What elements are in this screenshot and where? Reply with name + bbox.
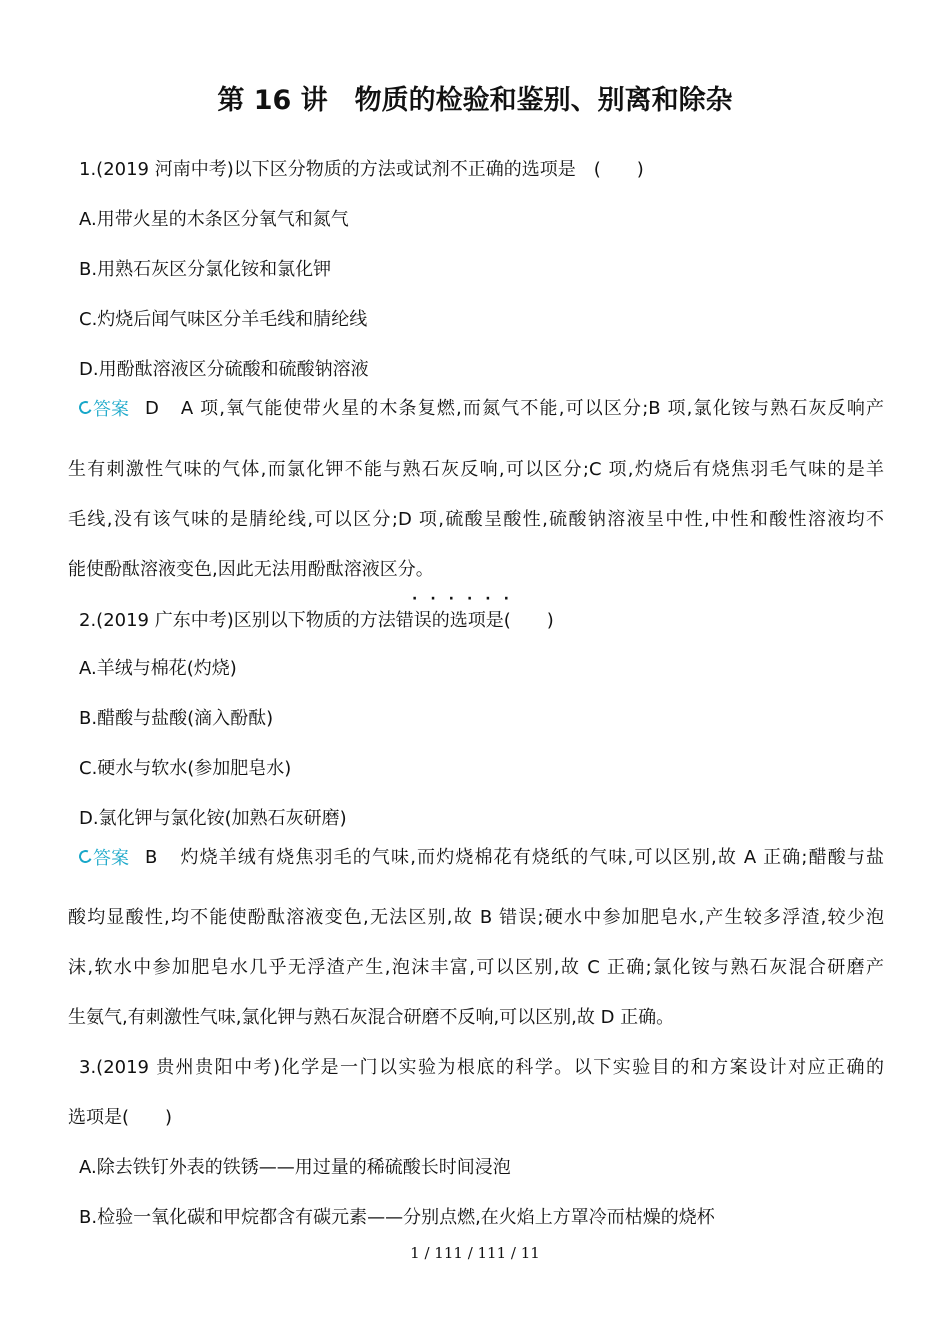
explanation-line: A 项,氧气能使带火星的木条复燃,而氮气不能,可以区分;B 项,氯化铵与熟石灰反响产 [180, 398, 884, 419]
question-3-stem-cont: 选项是( ) [68, 1107, 173, 1128]
explanation-line: 沫,软水中参加肥皂水几乎无浮渣产生,泡沫丰富,可以区别,故 C 正确;氯化铵与熟石灰混合研磨产 [68, 957, 884, 978]
question-2-answer [79, 843, 884, 870]
question-1-answer [79, 394, 884, 421]
question-2-option-c: C.硬水与软水(参加肥皂水) [79, 758, 292, 779]
question-2-option-d: D.氯化钾与氯化铵(加熟石灰研磨) [79, 808, 347, 829]
page-title: 第 16 讲 物质的检验和鉴别、别离和除杂 [217, 85, 733, 116]
answer-icon [77, 399, 94, 416]
explanation-line: 毛线,没有该气味的是腈纶线,可以区分;D 项,硫酸呈酸性,硫酸钠溶液呈中性,中性和酸性溶液均不 [68, 509, 884, 530]
answer-badge: 答案 [79, 395, 129, 421]
question-3-option-a: A.除去铁钉外表的铁锈——用过量的稀硫酸长时间浸泡 [79, 1157, 511, 1178]
question-1-option-c: C.灼烧后闻气味区分羊毛线和腈纶线 [79, 309, 368, 330]
question-2-option-a: A.羊绒与棉花(灼烧) [79, 658, 237, 679]
explanation-line: 能使酚酞溶液变色,因此无法用酚酞溶液区分。 [68, 559, 434, 580]
answer-icon [77, 848, 94, 865]
question-2-option-b: B.醋酸与盐酸(滴入酚酞) [79, 708, 274, 729]
question-1-option-a: A.用带火星的木条区分氧气和氮气 [79, 209, 349, 230]
explanation-line: 酸均显酸性,均不能使酚酞溶液变色,无法区别,故 B 错误;硬水中参加肥皂水,产生较多浮渣,较少泡 [68, 907, 884, 928]
explanation-line: 生氨气,有刺激性气味,氯化钾与熟石灰混合研磨不反响,可以区别,故 D 正确。 [68, 1007, 675, 1028]
question-3-stem: 3.(2019 贵州贵阳中考)化学是一门以实验为根底的科学。以下实验目的和方案设计对应正确的 [79, 1057, 884, 1078]
question-1-option-d: D.用酚酞溶液区分硫酸和硫酸钠溶液 [79, 359, 369, 380]
question-1-option-b: B.用熟石灰区分氯化铵和氯化钾 [79, 259, 332, 280]
emphasis-dots: ······ [412, 591, 522, 607]
question-1-stem: 1.(2019 河南中考)以下区分物质的方法或试剂不正确的选项是 ( ) [79, 159, 644, 180]
question-3-option-b: B.检验一氧化碳和甲烷都含有碳元素——分别点燃,在火焰上方罩冷而枯燥的烧杯 [79, 1207, 715, 1228]
answer-badge: 答案 [79, 844, 129, 870]
explanation-line: 灼烧羊绒有烧焦羽毛的气味,而灼烧棉花有烧纸的气味,可以区别,故 A 正确;醋酸与盐 [179, 847, 884, 868]
page-number: 1 / 111 / 111 / 11 [410, 1244, 540, 1262]
answer-letter: B [145, 847, 158, 868]
question-2-stem: 2.(2019 广东中考)区别以下物质的方法错误的选项是( ) [79, 610, 554, 631]
explanation-line: 生有刺激性气味的气体,而氯化钾不能与熟石灰反响,可以区分;C 项,灼烧后有烧焦羽毛气味的是羊 [68, 459, 884, 480]
answer-letter: D [145, 398, 159, 419]
